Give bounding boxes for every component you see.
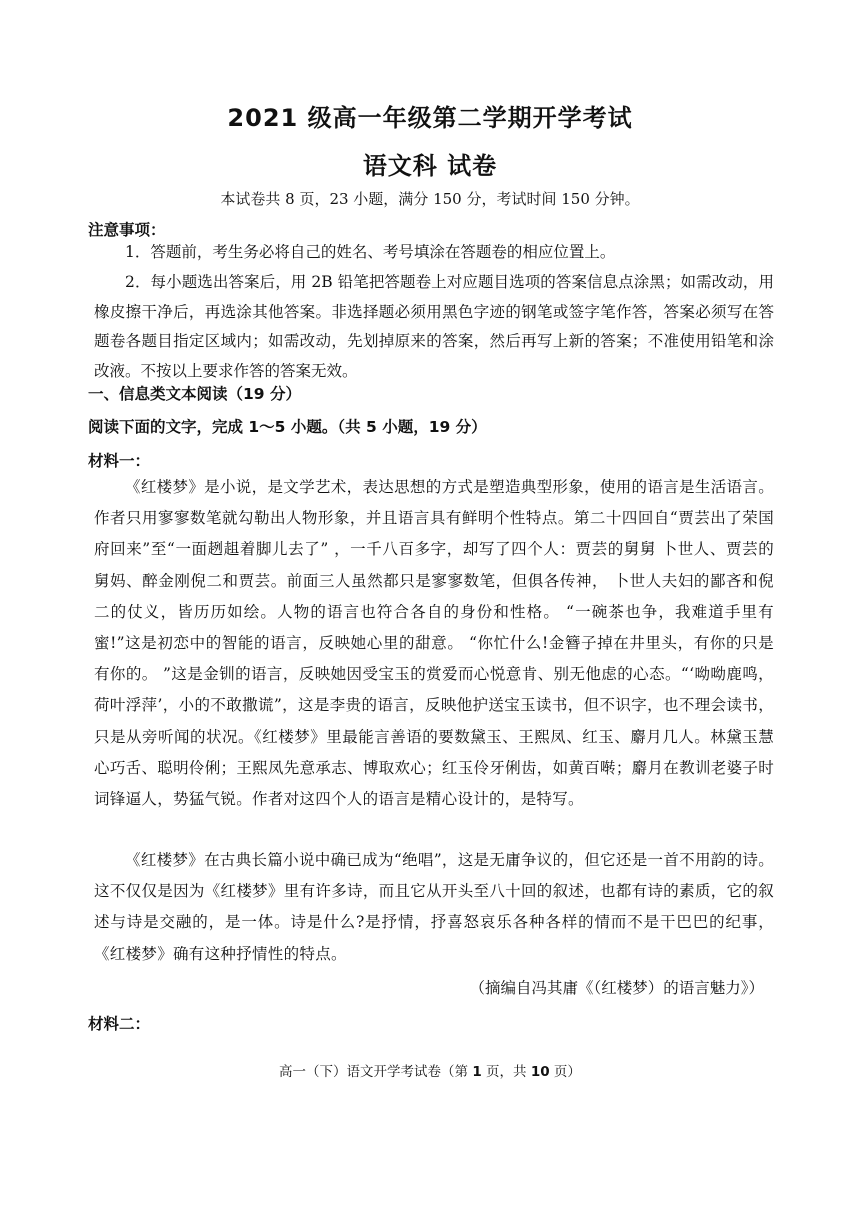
- section-title: 一、信息类文本阅读（19 分）: [88, 385, 301, 403]
- footer-total-pages: 10: [530, 1064, 550, 1080]
- material-1-paragraph-1: 《红楼梦》是小说，是文学艺术，表达思想的方式是塑造典型形象，使用的语言是生活语言。作者只用寥寥数笔就勾勒出人物形象，并且语言具有鲜明个性特点。第二十四回自“贾芸出了荣国府回来”至“一面趔趄着脚儿去了” ，一千八百多字，却写了四个人：贾芸的舅舅 卜世人、贾芸的舅妈、醉金刚倪二和贾芸。前面三人虽然都只是寥寥数笔，但俱各传神， 卜世人夫妇的鄙吝和倪二的仗义，皆历历如绘。人物的语言也符合各自的身份和性格。 “一碗茶也争，我难道手里有蜜!”这是初恋中的智能的语言，反映她心里的甜意。 “你忙什么!金簪子掉在井里头，有你的只是有你的。 ”这是金钏的语言，反映她因受宝玉的赏爱而心悦意肯、别无他虑的心态。“‘呦呦鹿鸣，荷叶浮萍’，小的不敢撒谎”，这是李贵的语言，反映他护送宝玉读书，但不识字，也不理会读书，只是从旁听闻的状况。《红楼梦》里最能言善语的要数黛玉、王熙凤、红玉、麝月几人。林黛玉慧心巧舌、聪明伶俐；王熙凤先意承志、博取欢心；红玉伶牙俐齿，如黄百啭；麝月在教训老婆子时词锋逼人，势猛气锐。作者对这四个人的语言是精心设计的，是特写。: [94, 478, 774, 809]
- material-1-paragraph-2: 《红楼梦》在古典长篇小说中确已成为“绝唱”，这是无庸争议的，但它还是一首不用韵的诗。这不仅仅是因为《红楼梦》里有许多诗，而且它从开头至八十回的叙述，也都有诗的素质，它的叙述与诗是交融的，是一体。诗是什么?是抒情，抒喜怒哀乐各种各样的情而不是干巴巴的纪事， 《红楼梦》确有这种抒情性的特点。: [94, 851, 774, 963]
- notes-heading: 注意事项：: [88, 221, 166, 239]
- footer-middle: 页，共: [481, 1064, 531, 1080]
- exam-subtitle: 语文科 试卷: [362, 152, 498, 180]
- note-item-1: 1．答题前，考生务必将自己的姓名、考号填涂在答题卷的相应位置上。: [125, 243, 616, 261]
- note-item-2: 2．每小题选出答案后，用 2B 铅笔把答题卷上对应题目选项的答案信息点涂黑；如需改动，用橡皮擦干净后，再选涂其他答案。非选择题必须用黑色字迹的钢笔或签字笔作答，答案必须写在答题卷各题目指定区域内；如需改动，先划掉原来的答案，然后再写上新的答案；不准使用铅笔和涂改液。不按以上要求作答的答案无效。: [94, 273, 774, 380]
- page-footer: [0, 1060, 860, 1080]
- reading-instruction: 阅读下面的文字，完成 1～5 小题。（共 5 小题，19 分）: [88, 418, 487, 436]
- material-1-source: （摘编自冯其庸《（红楼梦）的语言魅力》）: [469, 979, 764, 997]
- footer-suffix: 页）: [549, 1064, 581, 1080]
- footer-prefix: 高一（下）语文开学考试卷（第: [279, 1064, 473, 1080]
- footer-page-number: 1: [472, 1064, 482, 1080]
- material-2-label: 材料二：: [88, 1015, 151, 1033]
- exam-title: 2021 级高一年级第二学期开学考试: [227, 104, 633, 132]
- material-1-label: 材料一：: [88, 452, 151, 470]
- exam-info: 本试卷共 8 页，23 小题，满分 150 分，考试时间 150 分钟。: [220, 190, 640, 208]
